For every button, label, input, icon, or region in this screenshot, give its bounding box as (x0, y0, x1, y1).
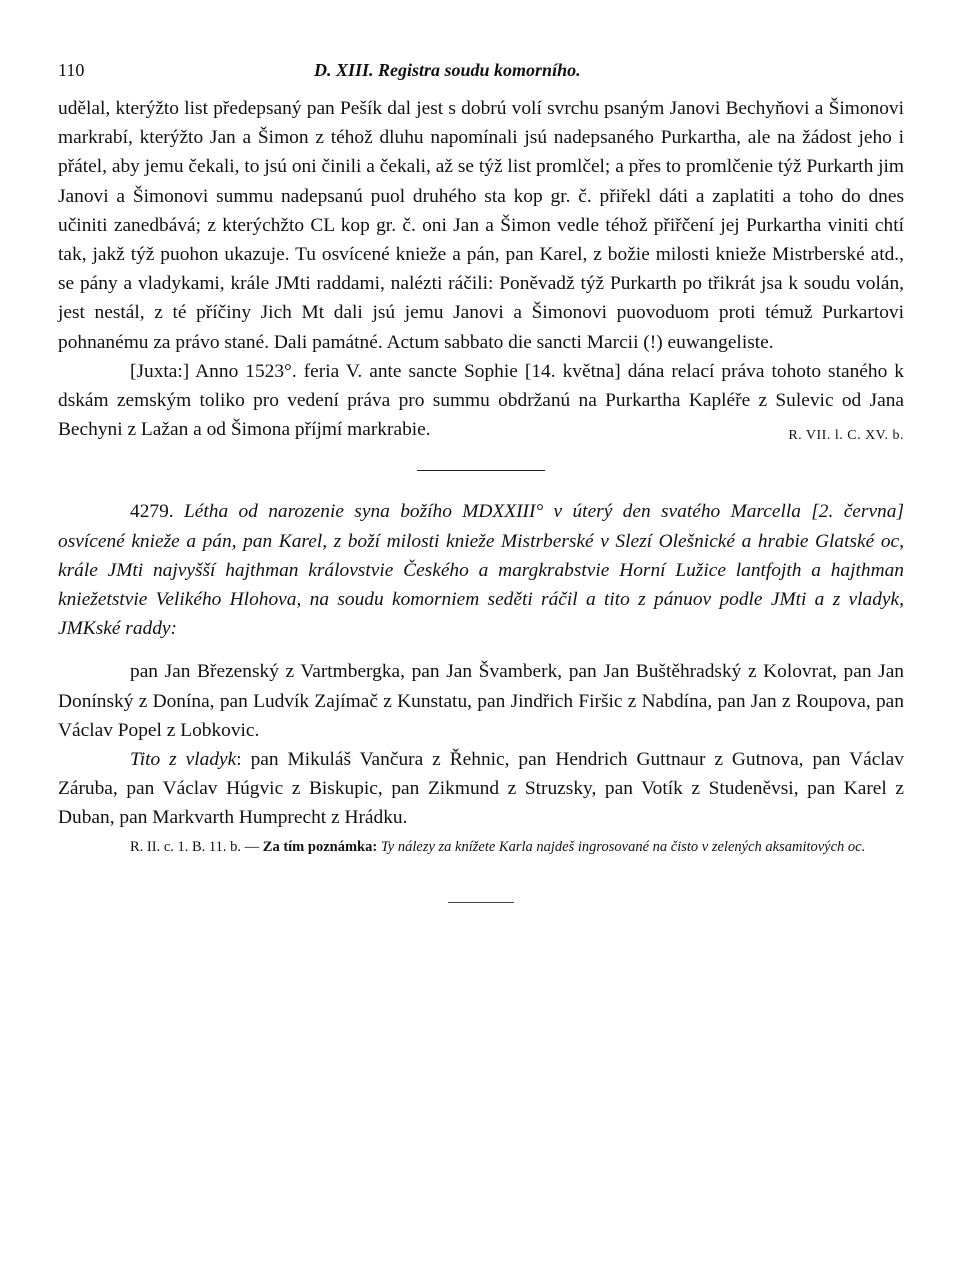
entry-heading: Létha od narozenie syna božího MDXXIII° v úterý den svatého Marcella [2. června] osvícené knieže a pán, pan Karel, z boží milosti knieže Mistrberské v Slezí Olešnické a hrabie Glatské oc, krále JMti najvyšší hajthman královstvie Českého a margkrabstvie Horní Lužice lantfojth a hajthman kniežetstvie Velikého Hlohova, na soudu komorniem seděti ráčil a tito z pánuov podle JMti a z vladyk, JMKské raddy: (58, 501, 904, 640)
knights-list (58, 745, 904, 833)
end-divider (448, 902, 514, 903)
entry-number: 4279. (130, 501, 174, 523)
document-page (58, 60, 904, 903)
knights-label: Tito z vladyk (130, 749, 237, 771)
page-number: 110 (58, 60, 85, 80)
juxta-paragraph (58, 357, 904, 445)
entry-heading-paragraph (58, 497, 904, 643)
page-header (58, 60, 904, 94)
section-divider (417, 470, 545, 471)
lords-list: pan Jan Březenský z Vartmbergka, pan Jan Švamberk, pan Jan Buštěhradský z Kolovrat, pan Jan Donínský z Donína, pan Ludvík Zajímač z Kunstatu, pan Jindřich Firšic z Nabdína, pan Jan z Roupova, pan Václav Popel z Lobkovic. (58, 661, 904, 741)
note-reference: R. II. c. 1. B. 11. b. — (130, 838, 263, 855)
note-text: Ty nálezy za knížete Karla najdeš ingrosované na čisto v zelených aksamitových oc. (377, 838, 866, 855)
note-label: Za tím poznámka: (262, 838, 378, 855)
juxta-text: [Juxta:] Anno 1523°. feria V. ante sancte Sophie [14. května] dána relací práva tohoto staného k dskám zemským toliko pro vedení práva pro summu obdržanú na Purkartha Kapléře z Sulevic od Jana Bechyni z Lažan a od Šimona příjmí markrabie. (58, 360, 904, 441)
footnote (58, 837, 904, 858)
continuation-paragraph: udělal, kterýžto list předepsaný pan Pešík dal jest s dobrú volí svrchu psaným Janovi Bechyňovi a Šimonovi markrabí, kterýžto Jan a Šimon z téhož dluhu napomínali jsú nadepsaného Purkartha, ale na žádost jeho i přátel, aby jemu čekali, to jsú oni činili a čekali, až se týž list promlčel; a přes to promlčenie týž Purkarth jim Janovi a Šimonovi summu nadepsanú puol druhého sta kop gr. č. přiřekl dáti a zaplatiti a toho do dnes učiniti zanedbává; z kterýchžto CL kop gr. č. oni Jan a Šimon vedle téhož přiřčení jej Purkartha viniti chtí tak, jakž týž puohon ukazuje. Tu osvícené knieže a pán, pan Karel, z božie milosti knieže Mistrberské atd., se pány a vladykami, krále JMti raddami, nalézti ráčili: Poněvadž týž Purkarth po třikrát jsa k soudu volán, jest nestál, z té příčiny Jich Mt dali jsú jemu Janovi a Šimonovi puovoduom proti témuž Purkartovi pohnanému za právo stané. Dali památné. Actum sabbato die sancti Marcii (!) euwangeliste. (58, 98, 904, 353)
knights-names: : pan Mikuláš Vančura z Řehnic, pan Hendrich Guttnaur z Gutnova, pan Václav Záruba, pan Václav Húgvic z Biskupic, pan Zikmund z Struzsky, pan Votík z Studeněvsi, pan Karel z Duban, pan Markvarth Humprecht z Hrádku. (58, 749, 904, 829)
running-title: D. XIII. Registra soudu komorního. (314, 60, 581, 80)
archive-citation: R. VII. l. C. XV. b. (788, 428, 904, 444)
